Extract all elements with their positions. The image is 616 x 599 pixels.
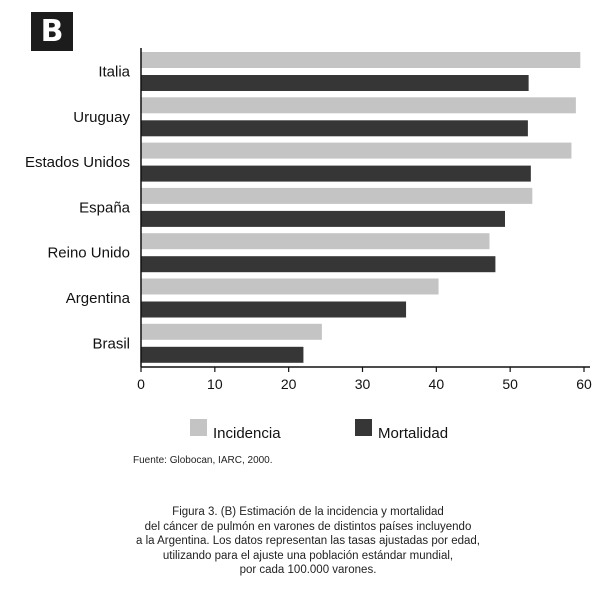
x-tick-label: 60	[576, 376, 592, 392]
category-label: España	[79, 199, 130, 217]
bar-mortalidad	[141, 211, 505, 227]
category-label: Italia	[98, 63, 130, 81]
category-label: Estados Unidos	[24, 154, 130, 172]
x-tick-label: 0	[137, 376, 145, 392]
bar-mortalidad	[141, 256, 495, 272]
x-tick-label: 30	[354, 376, 371, 392]
bar-incidencia	[141, 52, 580, 68]
x-tick-label: 10	[207, 376, 223, 392]
category-labels	[25, 64, 131, 353]
x-tick-label: 20	[280, 376, 297, 392]
source-note: Fuente: Globocan, IARC, 2000.	[133, 455, 273, 466]
legend	[190, 419, 448, 442]
legend-swatch-incidencia	[190, 419, 207, 436]
bar-mortalidad	[141, 75, 529, 91]
category-label: Brasil	[92, 335, 130, 353]
bars-group	[141, 52, 580, 363]
caption-line: utilizando para el ajuste una población estándar mundial,	[162, 549, 454, 562]
x-tick-label: 50	[502, 376, 518, 392]
x-tick-label: 40	[428, 376, 445, 392]
bar-incidencia	[141, 143, 571, 159]
bar-mortalidad	[141, 166, 531, 182]
caption-line: por cada 100.000 varones.	[239, 564, 377, 576]
bar-mortalidad	[141, 347, 303, 363]
figure-badge: B	[31, 12, 73, 51]
category-label: Uruguay	[73, 108, 130, 126]
figure-caption	[80, 505, 536, 578]
bar-incidencia	[141, 97, 576, 113]
legend-swatch-mortalidad	[355, 419, 372, 436]
x-ticks	[137, 367, 592, 392]
bar-incidencia	[141, 233, 489, 249]
category-label: Argentina	[65, 290, 130, 307]
bar-incidencia	[141, 279, 439, 295]
legend-label-mortalidad: Mortalidad	[378, 425, 449, 442]
bar-mortalidad	[141, 302, 406, 318]
caption-line: del cáncer de pulmón en varones de distintos países incluyendo	[144, 520, 472, 533]
caption-line: Figura 3. (B) Estimación de la incidencia y mortalidad	[172, 506, 444, 518]
bar-mortalidad	[141, 120, 528, 136]
caption-line: a la Argentina. Los datos representan las tasas ajustadas por edad,	[136, 535, 480, 547]
bar-incidencia	[141, 324, 322, 340]
bar-incidencia	[141, 188, 532, 204]
category-label: Reino Unido	[47, 244, 130, 262]
legend-label-incidencia: Incidencia	[213, 425, 281, 442]
